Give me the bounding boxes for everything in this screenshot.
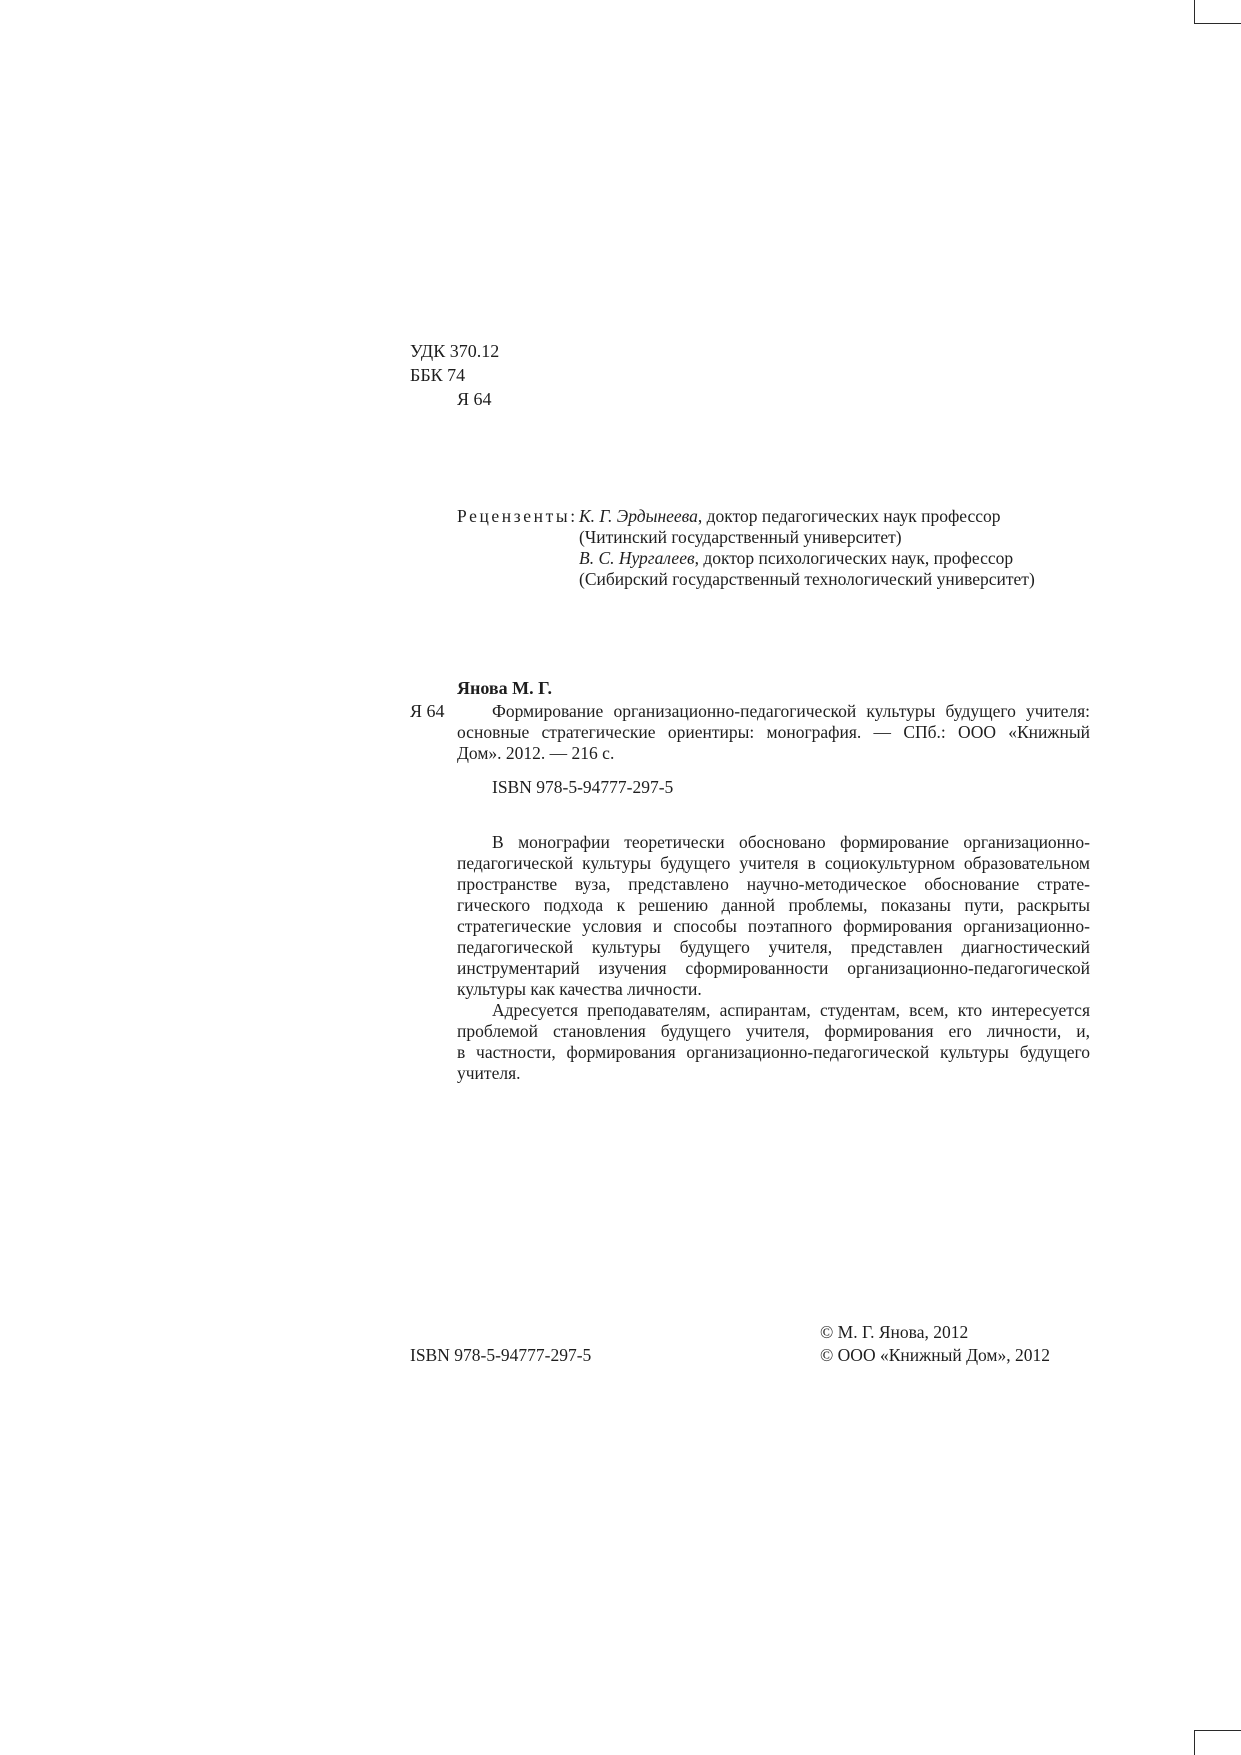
copyright-publisher: © ООО «Книжный Дом», 2012 bbox=[820, 1345, 1050, 1365]
annotation-line: педагогической культуры будущего учителя в социокультурном образовательном bbox=[457, 853, 1090, 873]
crop-mark-bottom-vertical bbox=[1194, 1730, 1195, 1755]
annotation-line: учителя. bbox=[457, 1063, 521, 1083]
annotation-line: в частности, формирования организационно-педагогической культуры будущего bbox=[457, 1042, 1090, 1062]
description-line-3: Дом». 2012. — 216 с. bbox=[457, 743, 615, 763]
reviewer-1-title: , доктор педагогических наук профессор bbox=[697, 506, 1001, 526]
annotation-line: Адресуется преподавателям, аспирантам, студентам, всем, кто интересуется bbox=[492, 1000, 1090, 1020]
reviewers-label: Рецензенты: bbox=[457, 506, 578, 526]
footer-isbn: ISBN 978-5-94777-297-5 bbox=[410, 1345, 592, 1365]
annotation-line: культуры как качества личности. bbox=[457, 979, 702, 999]
udk-code: УДК 370.12 bbox=[410, 341, 500, 361]
crop-mark-bottom-horizontal bbox=[1194, 1730, 1241, 1731]
reviewer-2-name: В. С. Нургалеев bbox=[579, 548, 695, 568]
reviewer-1-affiliation: (Читинский государственный университет) bbox=[579, 527, 902, 547]
bbk-code: ББК 74 bbox=[410, 365, 466, 385]
isbn-record: ISBN 978-5-94777-297-5 bbox=[492, 777, 674, 797]
crop-mark-top-horizontal bbox=[1194, 23, 1241, 24]
annotation-line: гического подхода к решению данной проблемы, показаны пути, раскрыты bbox=[457, 895, 1090, 915]
reviewer-1-name: К. Г. Эрдынеева bbox=[579, 506, 698, 526]
description-line-1: Формирование организационно-педагогической культуры будущего учителя: bbox=[492, 701, 1090, 721]
annotation-line: стратегические условия и способы поэтапного формирования организационно- bbox=[457, 916, 1090, 936]
annotation-line: пространстве вуза, представлено научно-методическое обоснование страте- bbox=[457, 874, 1090, 894]
author-mark-margin: Я 64 bbox=[410, 701, 445, 721]
author-mark: Я 64 bbox=[457, 389, 492, 409]
author-name: Янова М. Г. bbox=[457, 678, 553, 698]
annotation-line: педагогической культуры будущего учителя, представлен диагностический bbox=[457, 937, 1090, 957]
reviewer-2-title: , доктор психологических наук, профессор bbox=[694, 548, 1014, 568]
reviewer-1 bbox=[579, 506, 1001, 527]
annotation-line: инструментарий изучения сформированности организационно-педагогической bbox=[457, 958, 1090, 978]
annotation-line: проблемой становления будущего учителя, формирования его личности, и, bbox=[457, 1021, 1090, 1041]
crop-mark-top-vertical bbox=[1194, 0, 1195, 24]
description-line-2: основные стратегические ориентиры: монография. — СПб.: ООО «Книжный bbox=[457, 722, 1090, 742]
copyright-author: © М. Г. Янова, 2012 bbox=[820, 1322, 969, 1342]
annotation-line: В монографии теоретически обосновано формирование организационно- bbox=[492, 832, 1090, 852]
reviewer-2-affiliation: (Сибирский государственный технологический университет) bbox=[579, 569, 1035, 589]
reviewer-2 bbox=[579, 548, 1013, 569]
